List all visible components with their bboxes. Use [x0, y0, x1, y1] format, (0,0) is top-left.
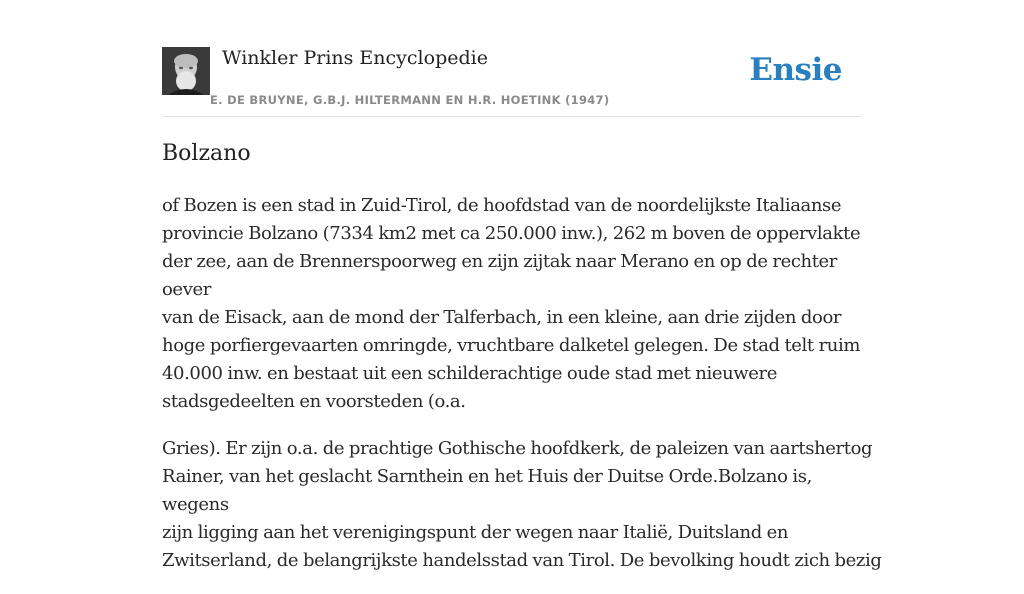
source-authors: E. DE BRUYNE, G.B.J. HILTERMANN EN H.R. HOETINK (1947): [210, 93, 610, 107]
article-paragraph: of Bozen is een stad in Zuid-Tirol, de hoofdstad van de noordelijkste Italiaanse provincie Bolzano (7334 km2 met ca 250.000 inw.), 262 m boven de oppervlakte der zee, aan de Brennerspoorweg en zijn zijtak naar Merano en op de rechter oever van de Eisack, aan de mond der Talferbach, in een kleine, aan drie zijden door hoge porfiergevaarten omringde, vruchtbare dalketel gelegen. De stad telt ruim 40.000 inw. en bestaat uit een schilderachtige oude stad met nieuwere stadsgedeelten en voorsteden (o.a.: [162, 195, 861, 412]
article-title: Bolzano: [162, 141, 251, 166]
source-title[interactable]: Winkler Prins Encyclopedie: [222, 47, 488, 69]
ensie-logo[interactable]: Ensie: [749, 52, 842, 88]
article-paragraph: Gries). Er zijn o.a. de prachtige Gothische hoofdkerk, de paleizen van aartshertog Rainer, van het geslacht Sarnthein en het Huis der Duitse Orde.Bolzano is, wegens zijn ligging aan het verenigingspunt der wegen naar Italië, Duitsland en Zwitserland, de belangrijkste handelsstad van Tirol. De bevolking houdt zich bezig: [162, 438, 882, 571]
portrait-avatar-icon: [162, 47, 210, 95]
source-header: [162, 44, 862, 117]
author-avatar[interactable]: [162, 47, 210, 95]
article-body: [162, 192, 882, 594]
